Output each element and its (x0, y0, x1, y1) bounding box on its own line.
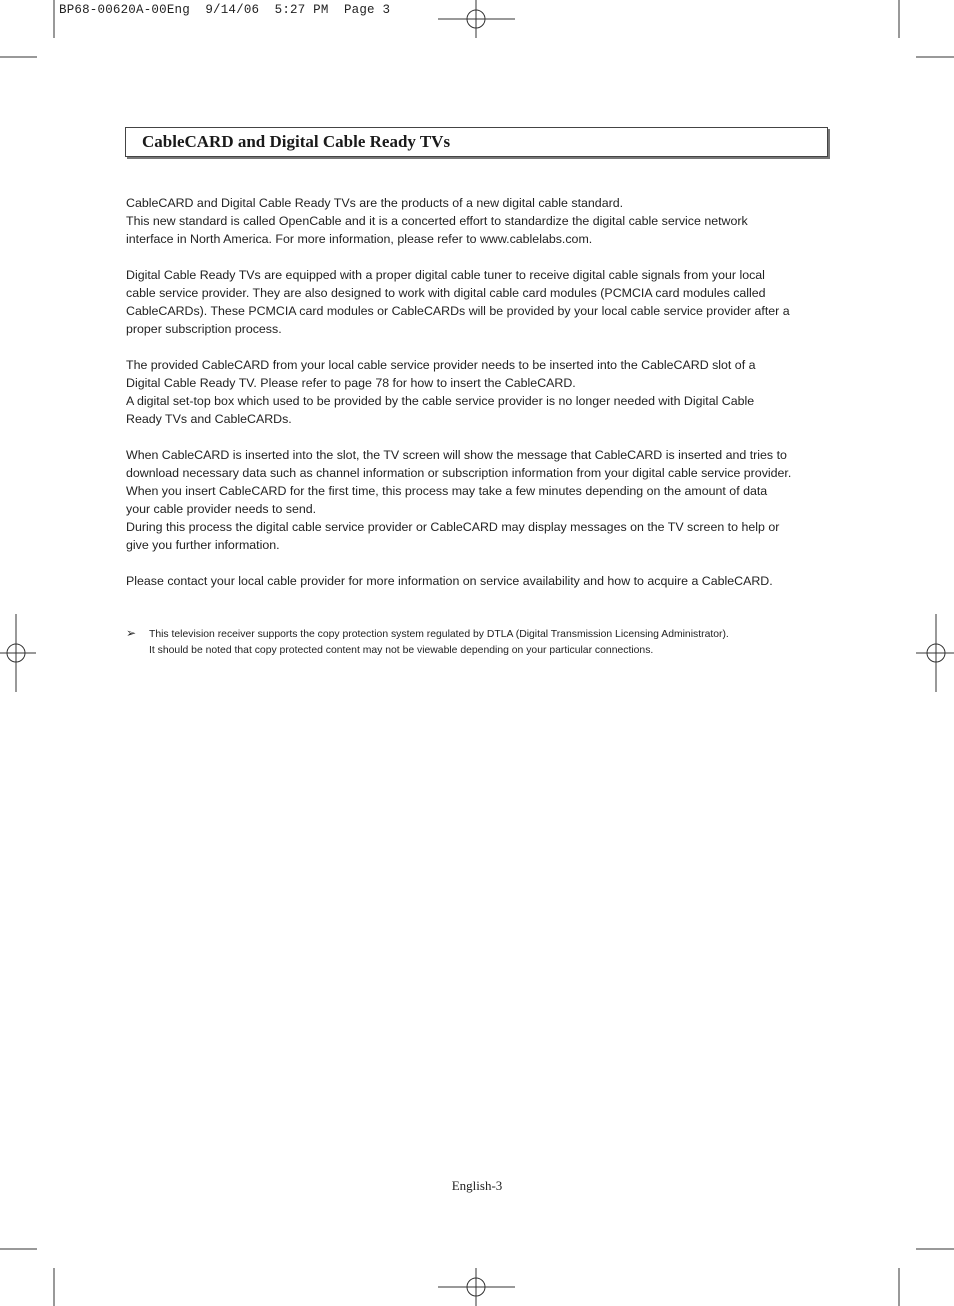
arrow-bullet-icon: ➢ (126, 626, 137, 640)
section-title-box (125, 127, 828, 157)
note-line: This television receiver supports the copy protection system regulated by DTLA (Digital Transmission Licensing Administrator). (149, 629, 729, 640)
registration-mark-bottom (438, 1268, 515, 1306)
text-line: Ready TVs and CableCARDs. (126, 412, 292, 426)
text-line: Please contact your local cable provider for more information on service availability and how to acquire a CableCARD. (126, 574, 773, 588)
registration-mark-left (0, 614, 36, 692)
registration-mark-top (438, 0, 515, 38)
text-line: Digital Cable Ready TVs are equipped with a proper digital cable tuner to receive digital cable signals from your local (126, 268, 765, 282)
text-line: proper subscription process. (126, 322, 282, 336)
paragraph (126, 356, 816, 428)
paragraph (126, 194, 816, 248)
paragraph (126, 446, 816, 554)
text-line: cable service provider. They are also designed to work with digital cable card modules (PCMCIA card modules called (126, 286, 766, 300)
text-line: During this process the digital cable service provider or CableCARD may display messages on the TV screen to help or (126, 520, 780, 534)
section-title: CableCARD and Digital Cable Ready TVs (142, 132, 451, 151)
paragraph (126, 572, 816, 590)
page-number: English-3 (451, 1178, 503, 1193)
text-line: download necessary data such as channel information or subscription information from your digital cable service provider. (126, 466, 792, 480)
text-line: give you further information. (126, 538, 280, 552)
text-line: your cable provider needs to send. (126, 502, 317, 516)
text-line: A digital set-top box which used to be provided by the cable service provider is no longer needed with Digital Cable (126, 394, 755, 408)
note-text (149, 627, 729, 658)
text-line: When CableCARD is inserted into the slot, the TV screen will show the message that CableCARD is inserted and tries to (126, 448, 787, 462)
text-line: Digital Cable Ready TV. Please refer to page 78 for how to insert the CableCARD. (126, 376, 576, 390)
text-line: CableCARDs). These PCMCIA card modules or CableCARDs will be provided by your local cable service provider after a (126, 304, 790, 318)
body-text (126, 194, 816, 608)
text-line: This new standard is called OpenCable and it is a concerted effort to standardize the digital cable service network (126, 214, 748, 228)
text-line: interface in North America. For more information, please refer to www.cablelabs.com. (126, 232, 593, 246)
text-line: CableCARD and Digital Cable Ready TVs are the products of a new digital cable standard. (126, 196, 624, 210)
text-line: The provided CableCARD from your local cable service provider needs to be inserted into the CableCARD slot of a (126, 358, 756, 372)
print-slug: BP68-00620A-00Eng 9/14/06 5:27 PM Page 3 (59, 3, 391, 17)
text-line: When you insert CableCARD for the first time, this process may take a few minutes depending on the amount of data (126, 484, 768, 498)
paragraph (126, 266, 816, 338)
note-line: It should be noted that copy protected content may not be viewable depending on your particular connections. (149, 644, 654, 656)
registration-mark-right (916, 614, 954, 692)
